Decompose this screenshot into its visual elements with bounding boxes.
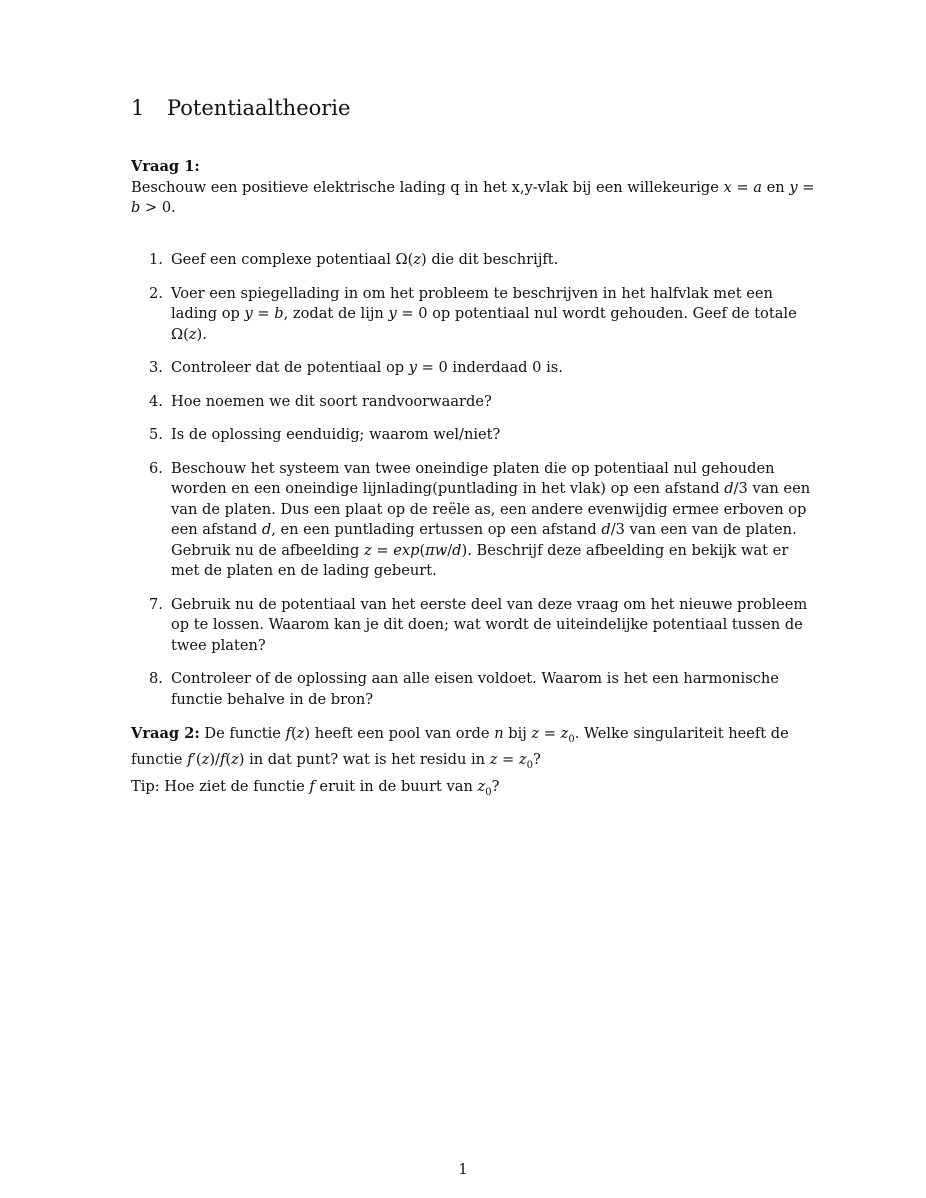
list-item-number: 7. <box>149 595 163 613</box>
list-item-number: 4. <box>149 392 163 410</box>
question-2 <box>131 724 819 803</box>
question-2-label: Vraag 2: <box>131 725 200 742</box>
list-item <box>131 425 821 446</box>
question-1-label: Vraag 1: <box>131 158 200 175</box>
section-number: 1 <box>131 96 145 120</box>
question-1-intro <box>131 157 819 219</box>
list-item-text: Geef een complexe potentiaal Ω(z) die dit beschrijft. <box>171 251 559 268</box>
list-item <box>131 459 821 582</box>
list-item-number: 5. <box>149 426 163 443</box>
question-1-text: Beschouw een positieve elektrische lading q in het x,y-vlak bij een willekeurige x = a en y = b > 0. <box>131 178 815 216</box>
list-item-text: Is de oplossing eenduidig; waarom wel/niet? <box>171 426 501 443</box>
list-item-number: 8. <box>149 670 163 687</box>
list-item <box>131 250 821 271</box>
list-item-number: 6. <box>149 459 163 477</box>
list-item-text: Gebruik nu de potentiaal van het eerste deel van deze vraag om het nieuwe probleem op te lossen. Waarom kan je dit doen; wat wordt de uiteindelijke potentiaal tussen de twee platen? <box>171 595 808 654</box>
list-item <box>131 595 821 657</box>
list-item-text: Beschouw het systeem van twee oneindige platen die op potentiaal nul gehouden worden en een oneindige lijnlading(puntlading in het vlak) op een afstand d/3 van een van de platen. Dus een plaat op de reële as, een andere evenwijdig ermee erboven op een afstand d, en een puntlading ertussen op een afstand d/3 van een van de platen. Gebruik nu de afbeelding z = exp(πw/d). Beschrijf deze afbeelding en bekijk wat er met de platen en de lading gebeurt. <box>171 459 811 579</box>
list-item <box>131 358 821 379</box>
list-item <box>131 669 821 710</box>
list-item-text: Controleer dat de potentiaal op y = 0 inderdaad 0 is. <box>171 359 563 376</box>
list-item-text: Hoe noemen we dit soort randvoorwaarde? <box>171 392 492 410</box>
list-item <box>131 392 821 413</box>
list-item-number: 1. <box>149 251 163 268</box>
question-2-text: De functie f(z) heeft een pool van orde n bij $z = z_0$. Welke singulariteit heeft de functie f′(z)/f(z) in dat punt? wat is het residu in $z = z_0$? Tip: Hoe ziet de functie f eruit in de buurt van $z_0$? <box>131 725 789 798</box>
section-title: Potentiaaltheorie <box>167 96 351 120</box>
question-1-list <box>131 250 821 723</box>
section-heading <box>131 96 350 120</box>
list-item <box>131 284 821 346</box>
list-item-text: Voer een spiegellading in om het probleem te beschrijven in het halfvlak met een lading op y = b, zodat de lijn y = 0 op potentiaal nul wordt gehouden. Geef de totale Ω(z). <box>171 284 797 343</box>
page-number: 1 <box>458 1161 468 1178</box>
list-item-text: Controleer of de oplossing aan alle eisen voldoet. Waarom is het een harmonische functie behalve in de bron? <box>171 670 779 708</box>
list-item-number: 2. <box>149 284 163 302</box>
list-item-number: 3. <box>149 359 163 376</box>
